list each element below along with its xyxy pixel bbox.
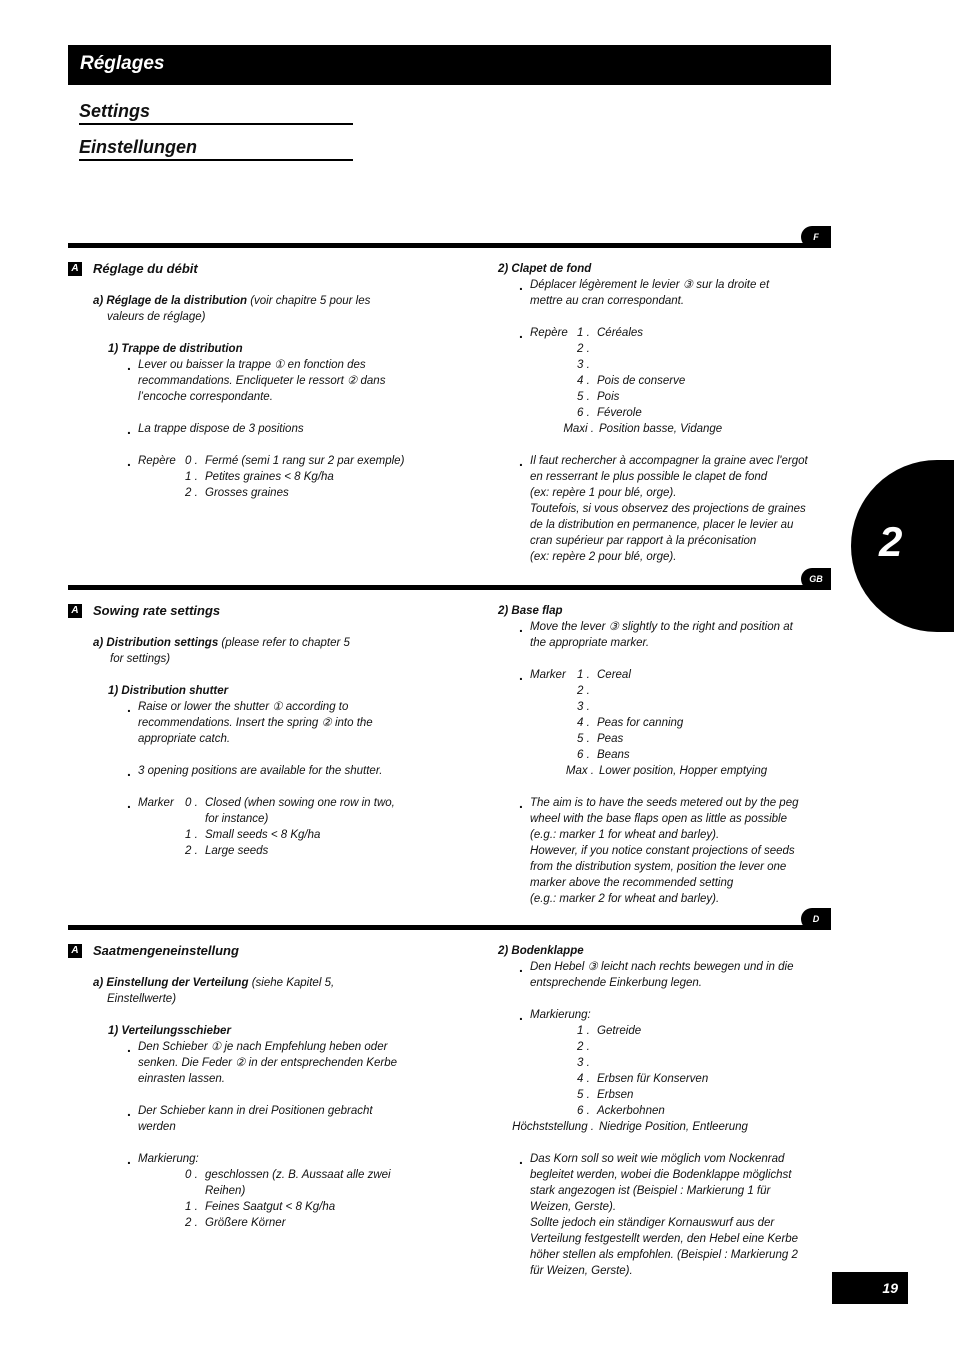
recommendation-text: Sollte jedoch ein ständiger Kornauswurf aus der (530, 1217, 775, 1229)
distribution-label: a) Einstellung der Verteilung (93, 977, 249, 989)
recommendation-text: en resserrant le plus possible le clapet de fond (530, 471, 768, 483)
position-description: Small seeds < 8 Kg/ha (205, 829, 321, 841)
header-bar (68, 45, 831, 85)
distribution-note: (voir chapitre 5 pour les (247, 295, 371, 307)
bullet-icon: . (127, 1039, 131, 1055)
position-number: 1 . (577, 669, 590, 681)
bullet-icon: . (519, 667, 523, 683)
recommendation-text: Il faut rechercher à accompagner la graine avec l'ergot (530, 455, 808, 467)
position-number: 2 . (185, 845, 198, 857)
marker-label: Markierung: (530, 1009, 591, 1021)
position-number: 4 . (577, 717, 590, 729)
position-description: Cereal (597, 669, 631, 681)
position-number: 3 . (577, 1057, 590, 1069)
position-description: Céréales (597, 327, 644, 339)
sub1-positions-note: La trappe dispose de 3 positions (138, 423, 304, 435)
chapter-tab (851, 460, 954, 632)
subsection-1-title: 1) Distribution shutter (108, 685, 229, 697)
position-number: 5 . (577, 733, 590, 745)
subsection-1-title: 1) Trappe de distribution (108, 343, 243, 355)
max-label: Maxi . (563, 423, 594, 435)
distribution-note: (siehe Kapitel 5, (248, 977, 335, 989)
sub1-text: einrasten lassen. (138, 1073, 225, 1085)
position-number: 2 . (185, 1217, 198, 1229)
position-number: 2 . (577, 343, 590, 355)
position-number: 2 . (577, 1041, 590, 1053)
bullet-icon: . (127, 763, 131, 779)
bullet-icon: . (519, 325, 523, 341)
marker-label: Marker (530, 669, 566, 681)
position-number: 6 . (577, 407, 590, 419)
position-description: Feines Saatgut < 8 Kg/ha (205, 1201, 336, 1213)
distribution-note-cont: Einstellwerte) (107, 993, 177, 1005)
position-description: Peas for canning (597, 717, 684, 729)
bullet-icon: . (127, 1151, 131, 1167)
sub1-positions-note: 3 opening positions are available for the shutter. (138, 765, 383, 777)
subsection-2-title: 2) Base flap (498, 605, 563, 617)
language-badge-fr: F (801, 226, 831, 248)
position-description: Reihen) (205, 1185, 246, 1197)
position-number: 5 . (577, 391, 590, 403)
distribution-note: (please refer to chapter 5 (218, 637, 350, 649)
position-number: 6 . (577, 1105, 590, 1117)
distribution-note-cont: for settings) (110, 653, 171, 665)
sub1-text: Raise or lower the shutter ① according to (138, 701, 349, 713)
position-number: 1 . (185, 1201, 198, 1213)
recommendation-text: stark angezogen ist (Beispiel : Markierung 1 für (530, 1185, 771, 1197)
sub1-positions-note: Der Schieber kann in drei Positionen gebracht (138, 1105, 373, 1117)
position-description: Erbsen für Konserven (597, 1073, 709, 1085)
sub2-text: the appropriate marker. (530, 637, 650, 649)
position-description: Grosses graines (205, 487, 289, 499)
section-rule-de (68, 925, 831, 930)
position-description: Pois (597, 391, 620, 403)
recommendation-text: Verteilung festgestellt werden, den Hebel eine Kerbe (530, 1233, 799, 1245)
section-rule-fr (68, 243, 831, 248)
position-description: Größere Körner (205, 1217, 286, 1229)
recommendation-text: begleitet werden, wobei die Bodenklappe möglichst (530, 1169, 792, 1181)
section-title: Sowing rate settings (93, 603, 221, 618)
position-number: 2 . (577, 685, 590, 697)
position-description: Getreide (597, 1025, 642, 1037)
sub1-text: l’encoche correspondante. (138, 391, 273, 403)
sub2-text: entsprechende Einkerbung legen. (530, 977, 702, 989)
position-number: 6 . (577, 749, 590, 761)
bullet-icon: . (127, 1103, 131, 1119)
position-number: 5 . (577, 1089, 590, 1101)
position-number: 1 . (185, 471, 198, 483)
bullet-icon: . (127, 421, 131, 437)
position-number: 4 . (577, 1073, 590, 1085)
position-number: 0 . (185, 455, 198, 467)
section-letter-box: A (68, 262, 82, 276)
sub1-text: Lever ou baisser la trappe ① en fonction des (138, 359, 366, 371)
bullet-icon: . (519, 959, 523, 975)
max-label: Max . (565, 765, 594, 777)
recommendation-text: cran supérieur par rapport à la préconisation (530, 535, 757, 547)
recommendation-text: The aim is to have the seeds metered out by the peg (530, 797, 799, 809)
sub2-text: Den Hebel ③ leicht nach rechts bewegen und in die (530, 961, 794, 973)
position-description: Closed (when sowing one row in two, (205, 797, 395, 809)
bullet-icon: . (519, 1151, 523, 1167)
recommendation-text: Toutefois, si vous observez des projections de graines (530, 503, 806, 515)
position-description: Fermé (semi 1 rang sur 2 par exemple) (205, 455, 405, 467)
subtitle-settings: Settings (79, 101, 353, 125)
position-number: 1 . (577, 1025, 590, 1037)
subsection-1-title: 1) Verteilungsschieber (108, 1025, 231, 1037)
sub1-positions-note: werden (138, 1121, 176, 1133)
position-number: 0 . (185, 1169, 198, 1181)
bullet-icon: . (519, 795, 523, 811)
position-number: 3 . (577, 359, 590, 371)
bullet-icon: . (519, 277, 523, 293)
position-description: Large seeds (205, 845, 269, 857)
sub1-text: senken. Die Feder ② in der entsprechenden Kerbe (138, 1057, 397, 1069)
position-description: Pois de conserve (597, 375, 686, 387)
position-description: Erbsen (597, 1089, 634, 1101)
distribution-note-cont: valeurs de réglage) (107, 311, 206, 323)
distribution-heading (93, 975, 334, 991)
recommendation-text: (ex: repère 2 pour blé, orge). (530, 551, 677, 563)
subsection-2-title: 2) Bodenklappe (498, 945, 584, 957)
section-title: Réglage du débit (93, 261, 198, 276)
sub1-text: recommendations. Insert the spring ② into the (138, 717, 373, 729)
marker-label: Repère (138, 455, 176, 467)
position-description: geschlossen (z. B. Aussaat alle zwei (205, 1169, 391, 1181)
distribution-heading (93, 635, 350, 651)
bullet-icon: . (519, 1007, 523, 1023)
language-badge-gb: GB (801, 568, 831, 590)
recommendation-text: Weizen, Gerste). (530, 1201, 617, 1213)
sub1-text: appropriate catch. (138, 733, 231, 745)
recommendation-text: (e.g.: marker 1 for wheat and barley). (530, 829, 720, 841)
bullet-icon: . (519, 619, 523, 635)
subsection-2-title: 2) Clapet de fond (498, 263, 592, 275)
position-description: Ackerbohnen (597, 1105, 665, 1117)
recommendation-text: für Weizen, Gerste). (530, 1265, 633, 1277)
position-description: Féverole (597, 407, 642, 419)
chapter-number: 2 (879, 518, 903, 565)
recommendation-text: (ex: repère 1 pour blé, orge). (530, 487, 677, 499)
position-number: 1 . (577, 327, 590, 339)
sub1-text: Den Schieber ① je nach Empfehlung heben oder (138, 1041, 388, 1053)
language-badge-de: D (801, 908, 831, 930)
distribution-heading (93, 293, 370, 309)
recommendation-text: Das Korn soll so weit wie möglich vom Nockenrad (530, 1153, 785, 1165)
page-number: 19 (832, 1272, 908, 1304)
position-number: 1 . (185, 829, 198, 841)
recommendation-text: However, if you notice constant projections of seeds (530, 845, 795, 857)
max-description: Niedrige Position, Entleerung (599, 1121, 748, 1133)
position-number: 3 . (577, 701, 590, 713)
sub2-text: mettre au cran correspondant. (530, 295, 685, 307)
section-rule-gb (68, 585, 831, 590)
max-label: Höchststellung . (512, 1121, 594, 1133)
subtitle-einstellungen: Einstellungen (79, 137, 353, 161)
bullet-icon: . (127, 795, 131, 811)
position-number: 2 . (185, 487, 198, 499)
position-description: Beans (597, 749, 630, 761)
page-title: Réglages (80, 53, 165, 74)
position-description: Peas (597, 733, 624, 745)
section-letter-box: A (68, 944, 82, 958)
marker-label: Marker (138, 797, 174, 809)
section-letter-box: A (68, 604, 82, 618)
recommendation-text: de la distribution en permanence, placer le levier au (530, 519, 794, 531)
recommendation-text: from the distribution system, position the lever one (530, 861, 787, 873)
bullet-icon: . (127, 453, 131, 469)
marker-label: Repère (530, 327, 568, 339)
recommendation-text: marker above the recommended setting (530, 877, 734, 889)
recommendation-text: höher stellen als empfohlen. (Beispiel : Markierung 2 (530, 1249, 798, 1261)
max-description: Lower position, Hopper emptying (599, 765, 768, 777)
section-title: Saatmengeneinstellung (93, 943, 239, 958)
max-description: Position basse, Vidange (599, 423, 723, 435)
sub1-text: recommandations. Encliqueter le ressort ② dans (138, 375, 386, 387)
position-description: for instance) (205, 813, 269, 825)
recommendation-text: wheel with the base flaps open as little as possible (530, 813, 787, 825)
bullet-icon: . (519, 453, 523, 469)
bullet-icon: . (127, 357, 131, 373)
position-number: 0 . (185, 797, 198, 809)
distribution-label: a) Distribution settings (93, 637, 219, 649)
bullet-icon: . (127, 699, 131, 715)
sub2-text: Move the lever ③ slightly to the right and position at (530, 621, 793, 633)
distribution-label: a) Réglage de la distribution (93, 295, 247, 307)
position-number: 4 . (577, 375, 590, 387)
position-description: Petites graines < 8 Kg/ha (205, 471, 334, 483)
marker-label: Markierung: (138, 1153, 199, 1165)
sub2-text: Déplacer légèrement le levier ③ sur la droite et (530, 279, 770, 291)
recommendation-text: (e.g.: marker 2 for wheat and barley). (530, 893, 720, 905)
